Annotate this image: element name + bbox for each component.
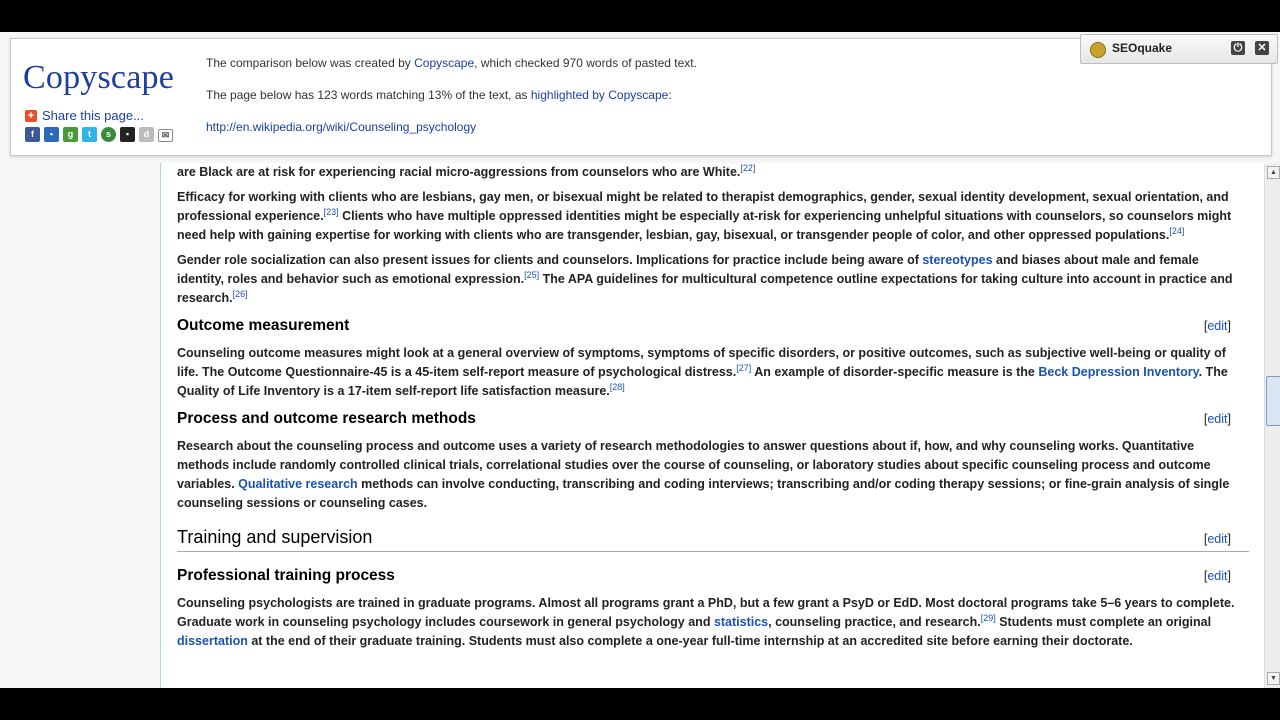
- edit-link[interactable]: [edit]: [1203, 319, 1231, 333]
- delicious-icon[interactable]: ▪: [120, 127, 135, 142]
- paragraph: are Black are at risk for experiencing racial micro-aggressions from counselors who are White.[22]: [177, 163, 756, 179]
- reference[interactable]: [25]: [524, 269, 540, 280]
- reference[interactable]: [28]: [609, 381, 625, 392]
- reference[interactable]: [29]: [980, 612, 996, 623]
- paragraph: Research about the counseling process and outcome uses a variety of research methodologies to answer questions about if, how, and why counseling works. Quantitative methods include randomly controlled clinical trials, correlational studies over the course of counseling, or laboratory studies about specific counseling process and outcome variables. Qualitative research methods can involve conducting, transcribing and coding interviews; transcribing and/or coding therapy sessions; or fine-grain analysis of single counseling sessions or counseling cases.: [177, 439, 1230, 510]
- statistics-link[interactable]: statistics: [713, 615, 769, 629]
- edit-link[interactable]: [edit]: [1203, 412, 1231, 426]
- source-url-link[interactable]: http://en.wikipedia.org/wiki/Counseling_psychology: [206, 120, 477, 134]
- share-link[interactable]: [25, 108, 144, 123]
- dissertation-link[interactable]: dissertation: [177, 634, 248, 648]
- copyscape-logo[interactable]: Copyscape: [23, 59, 174, 96]
- bottom-black-bar: [0, 688, 1280, 720]
- google-icon[interactable]: g: [63, 127, 78, 142]
- beck-inventory-link[interactable]: Beck Depression Inventory: [1038, 365, 1199, 379]
- plus-icon: +: [25, 110, 37, 122]
- stumbleupon-icon[interactable]: s: [101, 127, 116, 142]
- vertical-scrollbar[interactable]: [1264, 164, 1280, 688]
- scroll-down-icon[interactable]: ▼: [1267, 672, 1280, 685]
- heading-outcome-measurement: Outcome measurement [edit]: [177, 314, 1249, 338]
- url-line: [206, 120, 476, 134]
- matching-line: [206, 88, 672, 102]
- qualitative-research-link[interactable]: Qualitative research: [238, 477, 358, 491]
- top-black-bar: [0, 0, 1280, 32]
- seoquake-gear-icon[interactable]: [1090, 42, 1106, 58]
- line2-text-end: :: [668, 88, 672, 102]
- edit-link[interactable]: [edit]: [1203, 532, 1231, 546]
- copyscape-link[interactable]: Copyscape: [414, 56, 475, 70]
- browser-page: [0, 32, 1280, 688]
- highlighted-link[interactable]: highlighted by Copyscape: [530, 88, 669, 102]
- windows-live-icon[interactable]: ▪: [44, 127, 59, 142]
- reference[interactable]: [22]: [740, 163, 756, 173]
- reference[interactable]: [24]: [1169, 225, 1185, 236]
- article-content: [160, 163, 1265, 688]
- reference[interactable]: [27]: [736, 362, 752, 373]
- email-icon[interactable]: ✉: [158, 129, 173, 142]
- line1-text-end: , which checked 970 words of pasted text.: [474, 56, 697, 70]
- close-icon[interactable]: ✕: [1255, 41, 1269, 55]
- digg-icon[interactable]: d: [139, 127, 154, 142]
- social-icons: [25, 127, 173, 142]
- paragraph: Counseling outcome measures might look at a general overview of symptoms, symptoms of specific disorders, or positive outcomes, such as subjective well-being or quality of life. The Outcome Questionnaire-45 is a 45-item self-report measure of psychological distress.[27] An example of disorder-specific measure is the Beck Depression Inventory. The Quality of Life Inventory is a 17-item self-report life satisfaction measure.[28]: [177, 346, 1228, 398]
- paragraph: Efficacy for working with clients who are lesbians, gay men, or bisexual might be related to therapist demographics, gender, sexual identity development, sexual orientation, and professional experience.[23] Clients who have multiple oppressed identities might be especially at-risk for experiencing unhelpful situations with counselors, so counselors might need help with gaining expertise for working with clients who are transgender, lesbian, gay, bisexual, or transgender people of color, and other oppressed populations.[24]: [177, 190, 1232, 242]
- heading-training-supervision: Training and supervision [edit]: [177, 523, 1249, 552]
- twitter-icon[interactable]: t: [82, 127, 97, 142]
- seoquake-label: SEOquake: [1112, 41, 1173, 55]
- reference[interactable]: [26]: [232, 288, 248, 299]
- heading-process-research: Process and outcome research methods [edit]: [177, 407, 1249, 431]
- paragraph: Gender role socialization can also present issues for clients and counselors. Implications for practice include being aware of stereotypes and biases about male and female identity, roles and behavior such as emotional expression.[25] The APA guidelines for multicultural competence outline expectations for taking culture into account in practice and research.[26]: [177, 253, 1233, 305]
- edit-link[interactable]: [edit]: [1203, 569, 1231, 583]
- scroll-thumb[interactable]: [1266, 376, 1280, 426]
- heading-professional-training: Professional training process [edit]: [177, 564, 1249, 588]
- paragraph: Counseling psychologists are trained in graduate programs. Almost all programs grant a PhD, but a few grant a PsyD or EdD. Most doctoral programs take 5–6 years to complete. Graduate work in counseling psychology includes coursework in general psychology and statistics, counseling practice, and research.[29] Students must complete an original dissertation at the end of their graduate training. Students must also complete a one-year full-time internship at an accredited site before earning their doctorate.: [177, 596, 1235, 648]
- facebook-icon[interactable]: f: [25, 127, 40, 142]
- scroll-up-icon[interactable]: ▲: [1267, 166, 1280, 179]
- comparison-line: [206, 56, 697, 70]
- stereotypes-link[interactable]: stereotypes: [922, 253, 993, 267]
- line2-text: The page below has 123 words matching 13% of the text, as: [206, 88, 531, 102]
- line1-text: The comparison below was created by: [206, 56, 415, 70]
- power-icon[interactable]: ⏻: [1231, 41, 1245, 55]
- reference[interactable]: [23]: [323, 206, 339, 217]
- share-label: Share this page...: [42, 108, 144, 123]
- seoquake-toolbar: [1080, 34, 1278, 64]
